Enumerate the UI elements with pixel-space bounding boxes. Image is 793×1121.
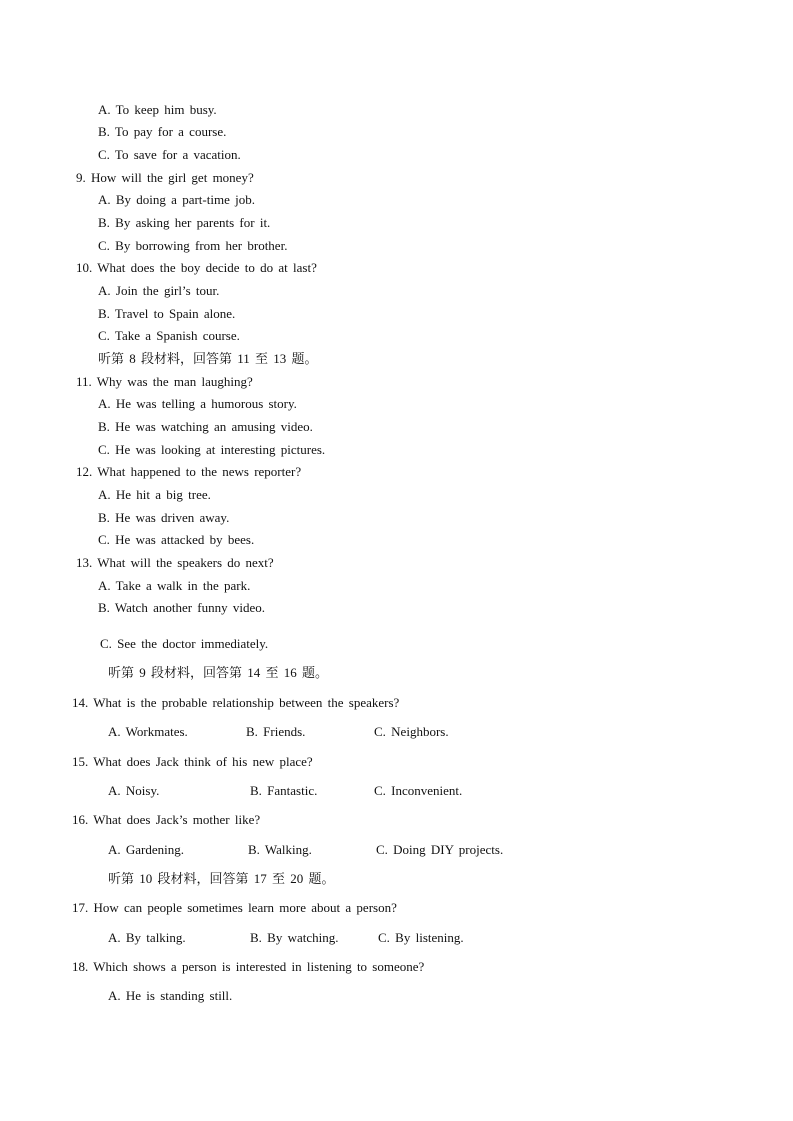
section-9-instruction: 听第 9 段材料，回答第 14 至 16 题。	[108, 665, 329, 680]
q14-option-b: B. Friends.	[246, 724, 306, 739]
section-8-instruction: 听第 8 段材料，回答第 11 至 13 题。	[98, 351, 318, 366]
q8-option-b: B. To pay for a course.	[98, 124, 227, 139]
q17-option-a: A. By talking.	[108, 930, 186, 945]
question-15: 15. What does Jack think of his new place?	[72, 754, 313, 769]
q9-option-c: C. By borrowing from her brother.	[98, 238, 288, 253]
q8-option-c: C. To save for a vacation.	[98, 147, 241, 162]
q10-option-b: B. Travel to Spain alone.	[98, 306, 236, 321]
q12-option-c: C. He was attacked by bees.	[98, 532, 255, 547]
q14-option-c: C. Neighbors.	[374, 724, 449, 739]
q12-option-b: B. He was driven away.	[98, 510, 230, 525]
section-10-instruction: 听第 10 段材料，回答第 17 至 20 题。	[108, 871, 335, 886]
q8-option-a: A. To keep him busy.	[98, 102, 217, 117]
q16-option-a: A. Gardening.	[108, 842, 185, 857]
q14-option-a: A. Workmates.	[108, 724, 188, 739]
question-18: 18. Which shows a person is interested in listening to someone?	[72, 959, 425, 974]
q15-option-b: B. Fantastic.	[250, 783, 318, 798]
q11-option-a: A. He was telling a humorous story.	[98, 396, 297, 411]
q11-option-c: C. He was looking at interesting pictures.	[98, 442, 326, 457]
q12-option-a: A. He hit a big tree.	[98, 487, 211, 502]
q15-option-c: C. Inconvenient.	[374, 783, 463, 798]
q13-option-a: A. Take a walk in the park.	[98, 578, 251, 593]
q9-option-b: B. By asking her parents for it.	[98, 215, 271, 230]
q10-option-a: A. Join the girl’s tour.	[98, 283, 220, 298]
question-12: 12. What happened to the news reporter?	[76, 464, 302, 479]
question-17: 17. How can people sometimes learn more about a person?	[72, 900, 397, 915]
q11-option-b: B. He was watching an amusing video.	[98, 419, 313, 434]
question-11: 11. Why was the man laughing?	[76, 374, 253, 389]
question-9: 9. How will the girl get money?	[76, 170, 254, 185]
q16-option-b: B. Walking.	[248, 842, 312, 857]
q10-option-c: C. Take a Spanish course.	[98, 328, 240, 343]
question-14: 14. What is the probable relationship between the speakers?	[72, 695, 400, 710]
q15-option-a: A. Noisy.	[108, 783, 160, 798]
q17-option-b: B. By watching.	[250, 930, 339, 945]
question-13: 13. What will the speakers do next?	[76, 555, 274, 570]
q9-option-a: A. By doing a part-time job.	[98, 192, 255, 207]
question-16: 16. What does Jack’s mother like?	[72, 812, 261, 827]
q17-option-c: C. By listening.	[378, 930, 464, 945]
q13-option-c: C. See the doctor immediately.	[100, 636, 269, 651]
q18-option-a: A. He is standing still.	[108, 988, 233, 1003]
question-10: 10. What does the boy decide to do at last?	[76, 260, 317, 275]
q13-option-b: B. Watch another funny video.	[98, 600, 266, 615]
q16-option-c: C. Doing DIY projects.	[376, 842, 504, 857]
